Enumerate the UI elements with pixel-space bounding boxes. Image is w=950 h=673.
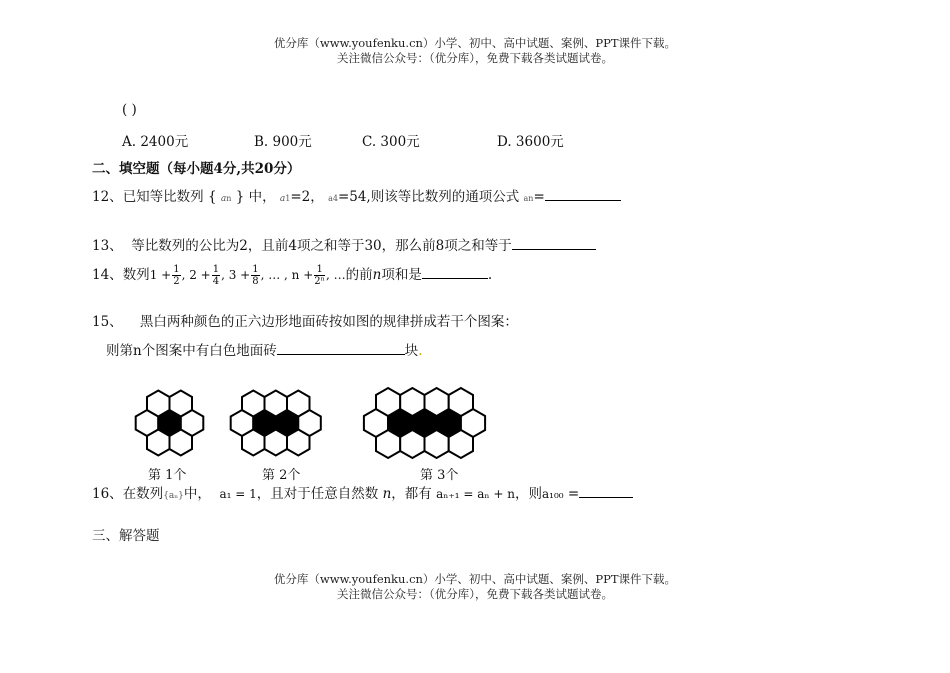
pattern-1-top-hex-0 <box>147 391 170 417</box>
q16-a100: a₁₀₀ <box>542 487 564 501</box>
q14-fraction-4: $\frac{1}{\text{2ⁿ}}$ <box>314 264 325 287</box>
q16-text-e: ，则 <box>515 486 543 502</box>
q14-text-a: 数列 <box>122 267 150 283</box>
q16-number: 16、 <box>92 486 123 502</box>
pattern-3-bottom-hex-0 <box>376 430 400 458</box>
pattern-1-bottom-hex-0 <box>147 430 170 456</box>
pattern-3-top-hex-3 <box>449 388 473 416</box>
q12-an-formula: an <box>523 194 534 203</box>
q16-equals: = <box>567 486 580 502</box>
pattern-1-bottom-hex-1 <box>170 430 193 456</box>
footer-line-1: 优分库（www.youfenku.cn）小学、初中、高中试题、案例、PPT课件下载。 <box>273 572 677 586</box>
q16-a1: a₁ = 1 <box>219 487 257 501</box>
q14-term-5: , … <box>325 268 346 282</box>
pattern-2-top-hex-0 <box>242 391 265 417</box>
pattern-3-caption: 第 3个 <box>420 468 459 483</box>
q12-text-b: } 中， <box>235 189 276 205</box>
q15-line-2: 则第n个图案中有白色地面砖 块. <box>106 343 423 359</box>
footer <box>0 572 950 602</box>
q14-fraction-3: $\frac{1}{8}$ <box>252 264 259 287</box>
pattern-1-top-hex-1 <box>170 391 193 417</box>
question-15 <box>92 310 518 330</box>
q14-period: . <box>487 267 493 283</box>
q13-answer-blank <box>512 249 596 250</box>
q14-n: n <box>372 267 382 283</box>
q12-text-d: =54,则该等比数列的通项公式 <box>337 189 520 205</box>
footer-line-2: 关注微信公众号：（优分库），免费下载各类试题试卷。 <box>337 587 613 601</box>
q14-text-b: 的前 <box>345 267 373 283</box>
pattern-3-top-hex-0 <box>376 388 400 416</box>
q15-number: 15、 <box>92 314 123 330</box>
q14-fraction-1: $\frac{1}{2}$ <box>173 264 180 287</box>
q14-term-1: 1 + <box>149 268 172 282</box>
q14-term-2: , 2 + <box>181 268 211 282</box>
q11-option-b: B. 900元 <box>254 134 312 150</box>
q14-term-4: , … , n + <box>260 268 314 282</box>
q16-text-c: ，且对于任意自然数 <box>256 486 379 502</box>
q12-text-a: 已知等比数列 { <box>122 189 217 205</box>
q16-text-d: ，都有 <box>391 486 432 502</box>
question-16 <box>92 482 633 502</box>
q12-text-c: =2， <box>290 189 324 205</box>
hexagon-tile-patterns <box>0 380 950 480</box>
q12-equals: = <box>533 189 545 205</box>
pattern-2-top-hex-1 <box>265 391 288 417</box>
pattern-2-bottom-hex-0 <box>242 430 265 456</box>
q11-option-d: D. 3600元 <box>497 134 564 150</box>
q16-n: n <box>382 486 392 502</box>
q12-a1: a1 <box>279 194 291 204</box>
section-2-title: 二、填空题（每小题4分,共20分） <box>92 161 301 177</box>
question-14 <box>92 263 492 287</box>
pattern-3-bottom-hex-1 <box>400 430 424 458</box>
question-13 <box>92 234 596 254</box>
pattern-3-bottom-hex-3 <box>449 430 473 458</box>
q11-answer-paren: ( ) <box>122 102 137 118</box>
pattern-2-caption: 第 2个 <box>262 468 301 483</box>
section-3-title: 三、解答题 <box>92 528 160 544</box>
q14-answer-blank <box>422 278 488 279</box>
q13-number: 13、 <box>92 238 123 254</box>
q14-text-c: 项和是 <box>381 267 422 283</box>
q14-term-3: , 3 + <box>221 268 251 282</box>
q12-a4: a4 <box>328 194 338 203</box>
q15-text-2b: 块 <box>404 343 419 359</box>
question-12 <box>92 185 621 205</box>
q11-option-c: C. 300元 <box>362 134 420 150</box>
q14-number: 14、 <box>92 267 123 283</box>
q12-number: 12、 <box>92 189 123 205</box>
q14-fraction-2: $\frac{1}{4}$ <box>212 264 220 287</box>
pattern-1-caption: 第 1个 <box>148 468 187 483</box>
header-line-2: 关注微信公众号：（优分库），免费下载各类试题试卷。 <box>337 51 613 65</box>
pattern-3-bottom-hex-2 <box>425 430 449 458</box>
q16-recurrence: aₙ₊₁ = aₙ + n <box>436 487 516 501</box>
pattern-2-top-hex-2 <box>287 391 310 417</box>
q16-text-b: 中， <box>183 486 211 502</box>
q15-text-2a: 则第n个图案中有白色地面砖 <box>106 343 277 359</box>
q11-option-a: A. 2400元 <box>122 134 189 150</box>
pattern-3-top-hex-1 <box>400 388 424 416</box>
q15-text: 黑白两种颜色的正六边形地面砖按如图的规律拼成若干个图案： <box>139 314 518 330</box>
q16-answer-blank <box>579 497 633 498</box>
header-line-1: 优分库（www.youfenku.cn）小学、初中、高中试题、案例、PPT课件下载。 <box>273 36 677 50</box>
pattern-3-top-hex-2 <box>425 388 449 416</box>
q12-answer-blank <box>545 200 621 201</box>
q16-sequence: {aₙ} <box>163 491 184 501</box>
pattern-2-bottom-hex-2 <box>287 430 310 456</box>
q12-an: an <box>220 194 232 204</box>
q15-answer-blank <box>277 354 405 355</box>
q16-text-a: 在数列 <box>122 486 164 502</box>
q13-text: 等比数列的公比为2，且前4项之和等于30，那么前8项之和等于 <box>131 238 512 254</box>
header <box>0 36 950 66</box>
pattern-2-bottom-hex-1 <box>265 430 288 456</box>
